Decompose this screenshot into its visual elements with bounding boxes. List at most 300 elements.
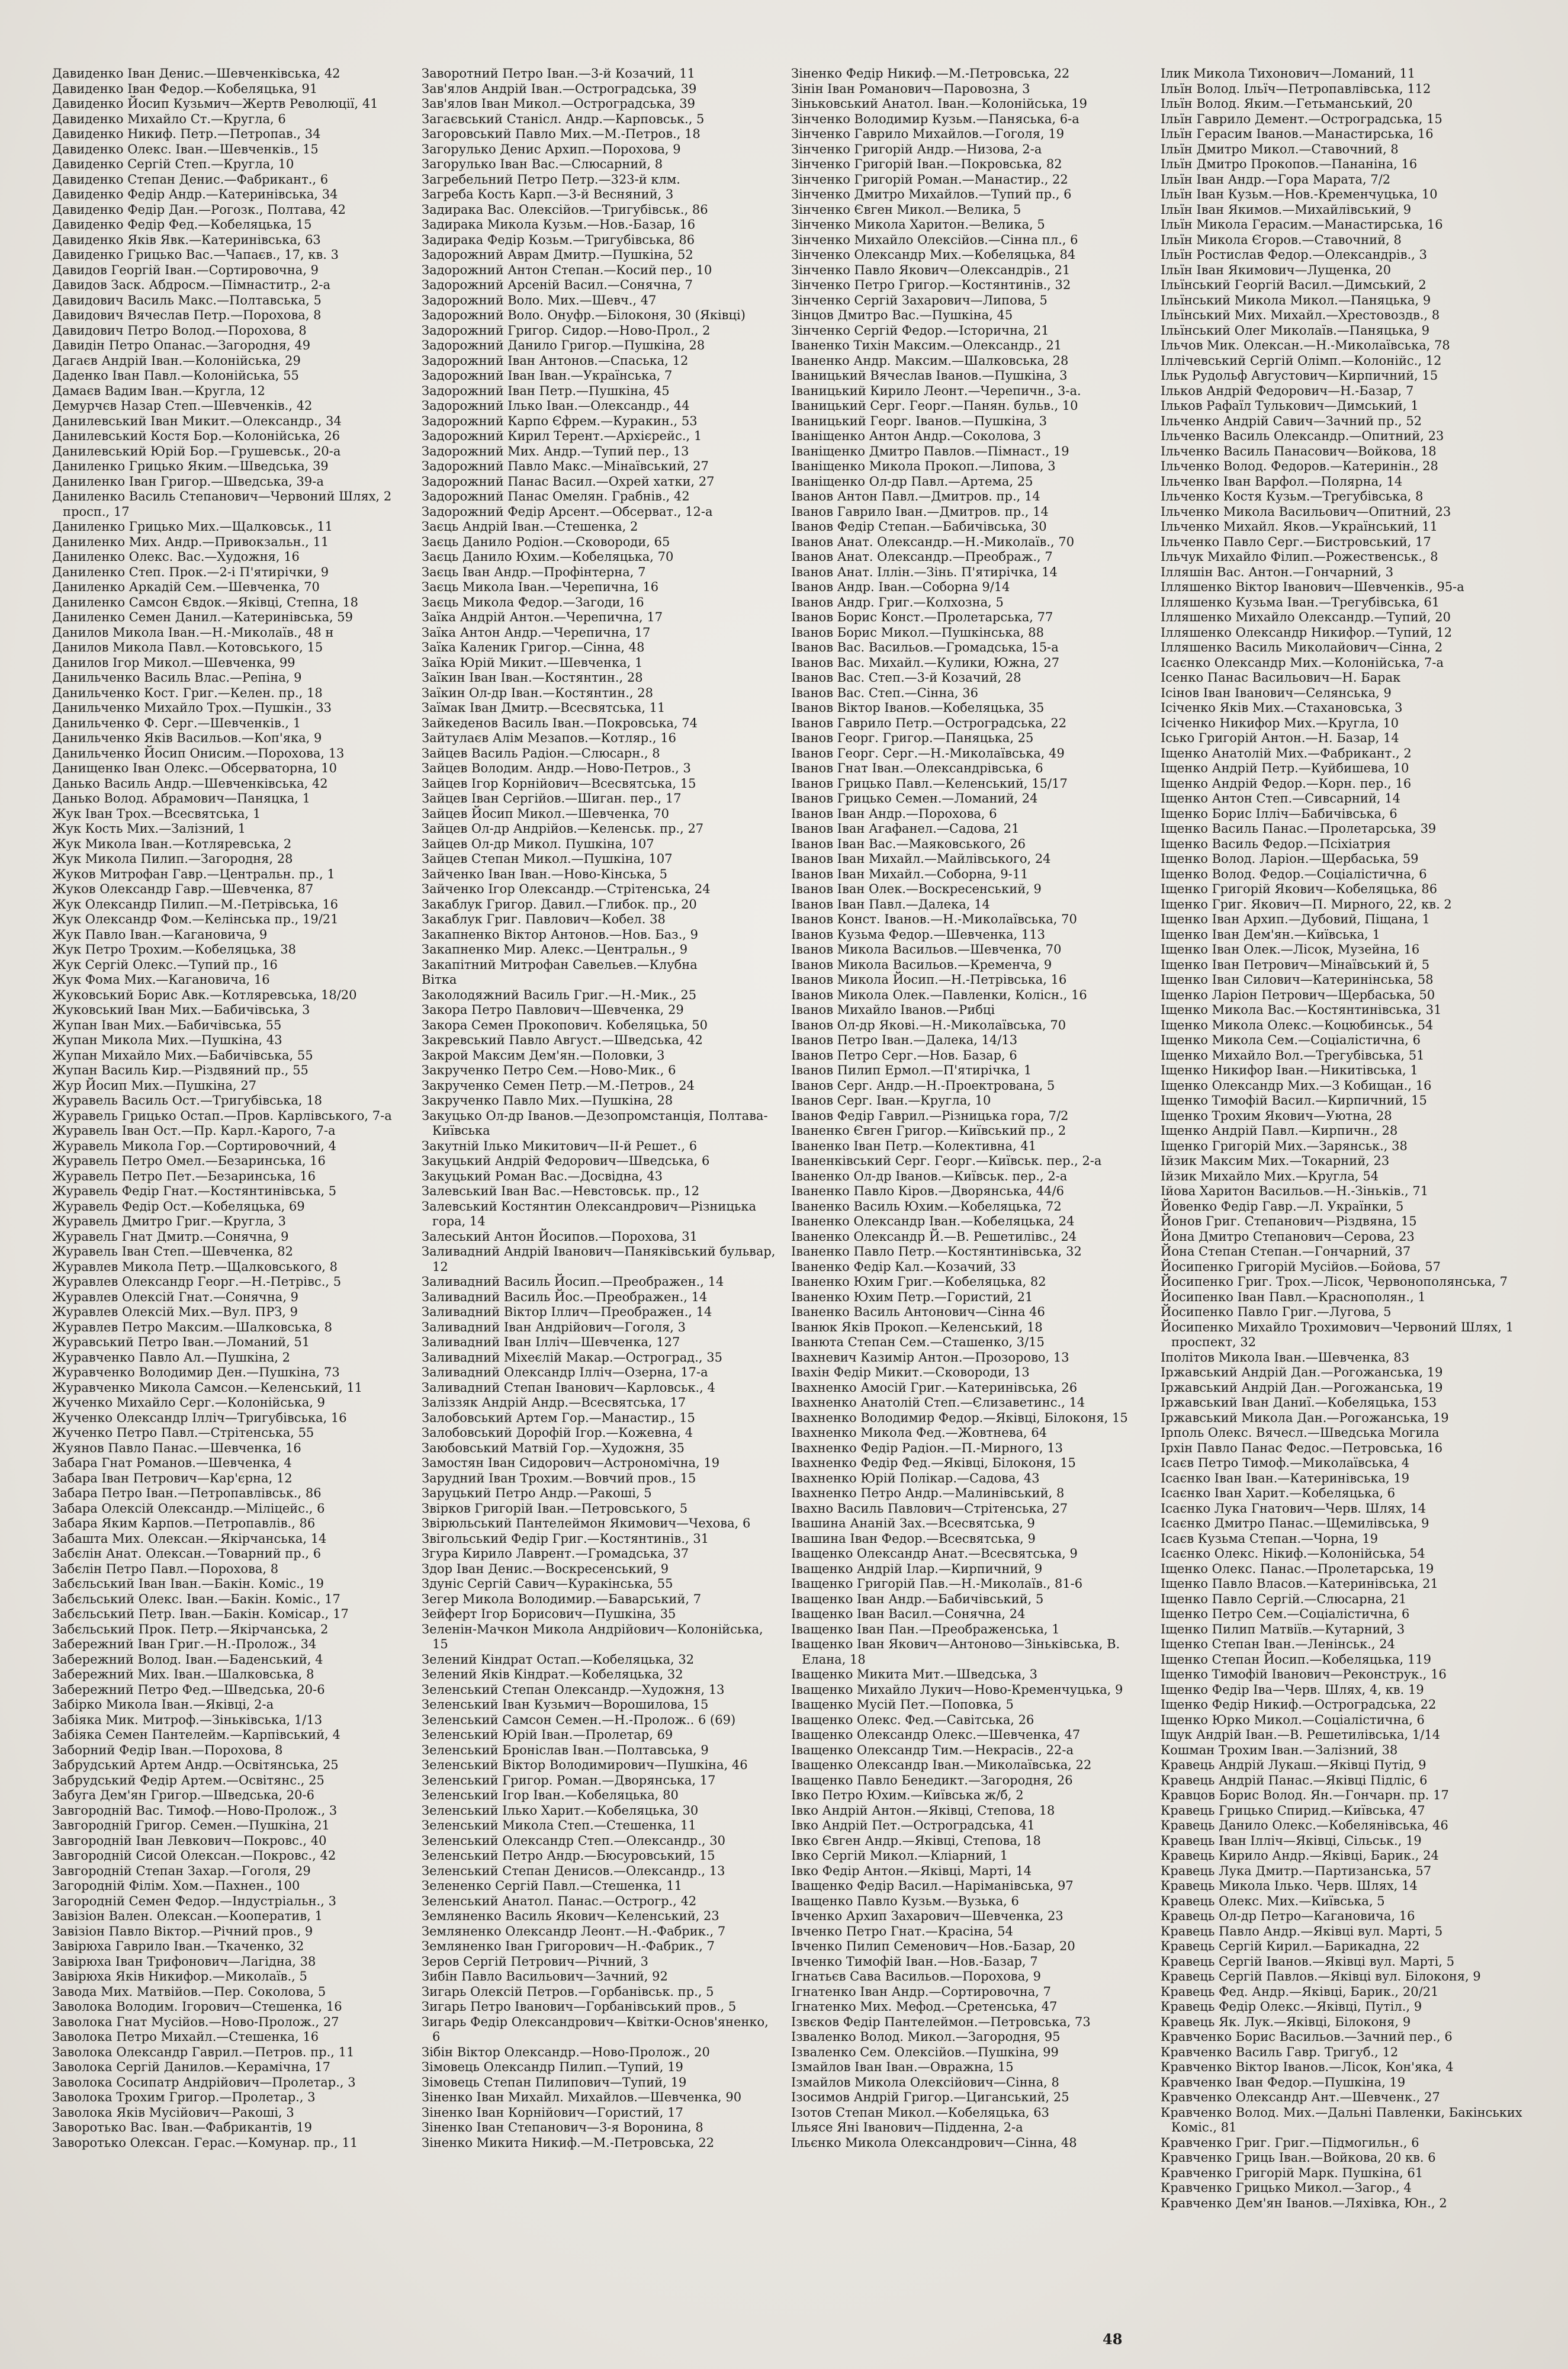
directory-entry: Закрой Максим Дем'ян.—Половки, 3 <box>422 1048 665 1062</box>
directory-entry: Данильченко Йосип Онисим.—Порохова, 13 <box>52 746 345 760</box>
directory-entry: Йовенко Федір Гавр.—Л. Українки, 5 <box>1161 1199 1404 1214</box>
directory-entry: Задирака Вас. Олексійов.—Тригубівськ., 86 <box>422 202 708 217</box>
directory-entry: Йосипенко Іван Павл.—Краснополян., 1 <box>1161 1289 1426 1304</box>
directory-entry: Кравченко Василь Гавр. Тригуб., 12 <box>1161 2044 1399 2059</box>
directory-entry: Кравець Фед. Андр.—Яківці, Барик., 20/21 <box>1161 1984 1439 1999</box>
directory-entry: Іполітов Микола Іван.—Шевченка, 83 <box>1161 1350 1410 1365</box>
directory-entry: Даниленко Аркадій Сем.—Шевченка, 70 <box>52 580 320 594</box>
directory-entry: Іщенко Антон Степ.—Сивсарний, 14 <box>1161 791 1400 805</box>
directory-entry: Зінченко Михайло Олексійов.—Сінна пл., 6 <box>791 232 1078 247</box>
directory-entry: Журавлев Олексій Гнат.—Сонячна, 9 <box>52 1289 299 1304</box>
directory-entry: Зеров Сергій Петрович—Річний, 3 <box>422 1954 649 1969</box>
directory-entry: Іващенко Мусій Пет.—Поповка, 5 <box>791 1697 1014 1712</box>
directory-entry: Івашина Іван Федор.—Всесвятська, 9 <box>791 1531 1036 1546</box>
directory-entry: Ізмайлов Іван Іван.—Овражна, 15 <box>791 2060 1014 2074</box>
directory-entry: Ілляшенко Кузьма Іван.—Трегубівська, 61 <box>1161 595 1440 609</box>
directory-entry: Іваніщенко Ол-др Павл.—Артема, 25 <box>791 474 1033 489</box>
directory-entry: Іванов Вас. Степ.—Сінна, 36 <box>791 685 978 700</box>
directory-entry: Зінченко Олександр Мих.—Кобеляцька, 84 <box>791 248 1076 262</box>
directory-entry: Іваненко Євген Григор.—Київський пр., 2 <box>791 1123 1066 1138</box>
directory-entry: Ісаєнко Олександр Мих.—Колонійська, 7-а <box>1161 655 1444 670</box>
directory-entry: Іванов Микола Васильов.—Шевченка, 70 <box>791 942 1062 956</box>
directory-entry: Зінченко Петро Григор.—Костянтинів., 32 <box>791 278 1071 292</box>
directory-entry: Ільїн Герасим Іванов.—Манастирська, 16 <box>1161 127 1434 141</box>
directory-entry: Ільїн Іван Якимов.—Михайлівський, 9 <box>1161 202 1412 217</box>
directory-entry: Кравець Олекс. Мих.—Київська, 5 <box>1161 1893 1385 1908</box>
directory-entry: Іванов Борис Микол.—Пушкінська, 88 <box>791 625 1044 640</box>
directory-entry: Кравець Федір Олекс.—Яківці, Путіл., 9 <box>1161 1999 1422 2014</box>
directory-entry: Забара Олексій Олександр.—Міліцейс., 6 <box>52 1501 325 1516</box>
directory-entry: Іванов Борис Конст.—Пролетарська, 77 <box>791 610 1053 624</box>
directory-entry: Іщенко Степан Іван.—Ленінськ., 24 <box>1161 1637 1396 1651</box>
directory-entry: Іващенко Іван Васил.—Сонячна, 24 <box>791 1607 1026 1621</box>
directory-entry: Іванов Гнат Іван.—Олександрівська, 6 <box>791 761 1043 775</box>
directory-entry: Іванов Пилип Ермол.—П'ятирічка, 1 <box>791 1063 1032 1077</box>
directory-entry: Звірюльський Пантелеймон Якимович—Чехова, 6 <box>422 1516 751 1530</box>
directory-entry: Закапітний Митрофан Савельев.—Клубна <box>422 957 698 972</box>
directory-entry: Івахненко Володимир Федор.—Яківці, Білоконя, 15 <box>791 1410 1128 1425</box>
directory-entry: Жук Микола Іван.—Котляревська, 2 <box>52 836 292 851</box>
directory-entry: Забережний Іван Григ.—Н.-Пролож., 34 <box>52 1637 317 1651</box>
directory-entry: Задорожний Арсеній Васил.—Сонячна, 7 <box>422 278 693 292</box>
directory-entry: Заливадний Андрій Іванович—Паняківський бульвар, 12 <box>422 1244 776 1274</box>
directory-entry: Кравченко Грицько Микол.—Загор., 4 <box>1161 2181 1412 2195</box>
directory-entry: Данищенко Іван Олекс.—Обсерваторна, 10 <box>52 761 337 775</box>
directory-entry: Забрудський Артем Андр.—Освітянська, 25 <box>52 1758 339 1772</box>
directory-entry: Зіненко Іван Корнійович—Гористий, 17 <box>422 2105 683 2120</box>
directory-entry: Завгородній Степан Захар.—Гоголя, 29 <box>52 1863 311 1878</box>
directory-entry: Зінченко Сергій Федор.—Історична, 21 <box>791 323 1049 338</box>
directory-entry: Жуянов Павло Панас.—Шевченка, 16 <box>52 1440 301 1455</box>
directory-entry: Ійзик Максим Мих.—Токарний, 23 <box>1161 1154 1390 1168</box>
directory-entry: Зеленський Ілько Харит.—Кобеляцька, 30 <box>422 1803 699 1818</box>
directory-entry: Йосипенко Григ. Трох.—Лісок, Червонополянська, 7 <box>1161 1275 1508 1289</box>
directory-entry: Даниленко Самсон Євдок.—Яківці, Степна, 18 <box>52 595 358 609</box>
directory-entry: Зінченко Григорій Роман.—Манастир., 22 <box>791 172 1068 187</box>
directory-entry: Задорожний Панас Омелян. Грабнів., 42 <box>422 489 690 503</box>
directory-entry: Задорожний Григор. Сидор.—Ново-Прол., 2 <box>422 323 711 338</box>
directory-entry: Заволока Трохим Григор.—Пролетар., 3 <box>52 2090 316 2104</box>
directory-entry: Закрученко Семен Петр.—М.-Петров., 24 <box>422 1078 695 1093</box>
directory-entry: Заїмак Іван Дмитр.—Всесвятська, 11 <box>422 701 666 715</box>
directory-entry: Завірюха Іван Трифонович—Лагідна, 38 <box>52 1954 316 1969</box>
directory-entry: Іваненко Юхим Петр.—Гористий, 21 <box>791 1289 1033 1304</box>
directory-entry: Кравець Сергій Павлов.—Яківці вул. Білоконя, 9 <box>1161 1969 1481 1983</box>
directory-entry: Журавлев Олексій Мих.—Вул. ПРЗ, 9 <box>52 1305 298 1319</box>
directory-entry: Жук Сергій Олекс.—Тупий пр., 16 <box>52 957 278 972</box>
directory-entry: Заєць Іван Андр.—Профінтерна, 7 <box>422 564 646 579</box>
directory-entry: Івахно Василь Павлович—Стрітенська, 27 <box>791 1501 1068 1516</box>
directory-entry: Зінченко Дмитро Михайлов.—Тупий пр., 6 <box>791 187 1072 201</box>
directory-entry: Кравець Ол-др Петро—Кагановича, 16 <box>1161 1909 1415 1923</box>
directory-entry: Іваницький Серг. Георг.—Панян. бульв., 10 <box>791 399 1078 413</box>
directory-entry: Івахненко Анатолій Степ.—Єлизаветинс., 14 <box>791 1395 1085 1410</box>
directory-entry: Кравець Данило Олекс.—Кобелянівська, 46 <box>1161 1818 1448 1832</box>
directory-entry: Іщенко Павло Сергій.—Слюсарна, 21 <box>1161 1591 1407 1606</box>
directory-entry: Зелений Кіндрат Остап.—Кобеляцька, 32 <box>422 1652 695 1667</box>
directory-entry: Ісько Григорій Антон.—Н. Базар, 14 <box>1161 731 1399 745</box>
directory-entry: Зеленський Іван Кузьмич—Ворошилова, 15 <box>422 1697 709 1712</box>
directory-entry: Іщенко Трохим Якович—Уютна, 28 <box>1161 1108 1392 1123</box>
directory-entry: Іщенко Василь Панас.—Пролетарська, 39 <box>1161 821 1437 836</box>
directory-entry: Земляненко Василь Якович—Келенський, 23 <box>422 1909 719 1923</box>
directory-entry: Йосипенко Павло Григ.—Лугова, 5 <box>1161 1305 1392 1319</box>
directory-entry: Зімовець Олександр Пилип.—Тупий, 19 <box>422 2060 683 2074</box>
directory-entry: Заєць Данило Родіон.—Сковороди, 65 <box>422 534 670 549</box>
directory-entry: Кравченко Волод. Мих.—Дальні Павленки, Бакінських Коміс., 81 <box>1161 2105 1522 2134</box>
directory-entry: Забара Яким Карпов.—Петропавлів., 86 <box>52 1516 316 1530</box>
directory-entry: Іванов Гаврило Іван.—Дмитров. пр., 14 <box>791 504 1049 519</box>
directory-entry: Іваніщенко Антон Андр.—Соколова, 3 <box>791 429 1042 443</box>
directory-entry: Заїка Юрій Микит.—Шевченка, 1 <box>422 655 643 670</box>
directory-entry: Задорожний Іван Антонов.—Спаська, 12 <box>422 353 689 368</box>
directory-entry: Кравець Грицько Спирид.—Київська, 47 <box>1161 1803 1425 1818</box>
directory-entry: Ільїн Волод. Ільїч—Петропавлівська, 112 <box>1161 81 1431 96</box>
directory-entry: Закуцько Ол-др Іванов.—Дезопромстанція, Полтава-Київська <box>422 1108 768 1138</box>
directory-entry: Іщенко Олекс. Панас.—Пролетарська, 19 <box>1161 1561 1434 1576</box>
directory-entry: Іщенко Микола Олекс.—Коцюбинськ., 54 <box>1161 1017 1434 1032</box>
directory-entry: Іщенко Никифор Іван.—Никитівська, 1 <box>1161 1063 1418 1077</box>
directory-entry: Ільїнський Георгій Васил.—Димський, 2 <box>1161 278 1426 292</box>
directory-entry: Зеленський Степан Денисов.—Олександр., 13 <box>422 1863 725 1878</box>
directory-entry: Давидін Петро Опанас.—Загородня, 49 <box>52 338 311 352</box>
directory-entry: Ільїн Гаврило Демент.—Остроградська, 15 <box>1161 111 1442 126</box>
directory-entry: Ільїн Микола Єгоров.—Ставочний, 8 <box>1161 232 1402 247</box>
directory-entry: Кравець Сергій Іванов.—Яківці вул. Марті, 5 <box>1161 1954 1455 1969</box>
directory-entry: Кравець Лука Дмитр.—Партизанська, 57 <box>1161 1863 1432 1878</box>
directory-entry: Ільченко Василь Панасович—Войкова, 18 <box>1161 444 1437 458</box>
directory-entry: Іващенко Михайло Лукич—Ново-Кременчуцька, 9 <box>791 1682 1123 1697</box>
directory-entry: Заїка Андрій Антон.—Черепична, 17 <box>422 610 663 624</box>
directory-entry: Заливадний Міхеєлій Макар.—Остроград., 35 <box>422 1350 722 1365</box>
directory-entry: Ільїнський Микола Микол.—Паняцька, 9 <box>1161 293 1431 307</box>
directory-entry: Задорожний Ілько Іван.—Олександр., 44 <box>422 399 690 413</box>
directory-entry: Івахненко Микола Фед.—Жовтнева, 64 <box>791 1426 1048 1440</box>
directory-entry: Завізіон Павло Віктор.—Річний пров., 9 <box>52 1924 313 1938</box>
directory-entry: Ілляшін Вас. Антон.—Гончарний, 3 <box>1161 564 1394 579</box>
directory-entry: Зеленський Микола Степ.—Стешенка, 11 <box>422 1818 696 1832</box>
directory-entry: Кравченко Гриць Іван.—Войкова, 20 кв. 6 <box>1161 2150 1436 2165</box>
directory-entry: Іванов Георг. Григор.—Паняцька, 25 <box>791 731 1034 745</box>
directory-entry: Задорожний Панас Васил.—Охрей хатки, 27 <box>422 474 715 489</box>
directory-entry: Ільк Рудольф Августович—Кирпичний, 15 <box>1161 368 1438 383</box>
directory-entry: Заливадний Віктор Іллич—Преображен., 14 <box>422 1305 712 1319</box>
directory-entry: Ісаєв Петро Тимоф.—Миколаївська, 4 <box>1161 1456 1410 1470</box>
directory-entry: Задорожний Кирил Терент.—Архієрейс., 1 <box>422 429 702 443</box>
directory-entry: Ігнатенко Іван Андр.—Сортировочна, 7 <box>791 1984 1051 1999</box>
directory-entry: Кравченко Борис Васильов.—Зачний пер., 6 <box>1161 2030 1453 2044</box>
directory-entry: Звірков Григорій Іван.—Петровського, 5 <box>422 1501 688 1516</box>
directory-entry: Івахін Федір Микит.—Сковороди, 13 <box>791 1365 1030 1379</box>
directory-entry: Івахненко Федір Радіон.—П.-Мирного, 13 <box>791 1440 1063 1455</box>
directory-entry: Задорожний Павло Макс.—Мінаївський, 27 <box>422 459 709 473</box>
directory-entry: Зеленський Анатол. Панас.—Острогр., 42 <box>422 1893 697 1908</box>
directory-entry: Іваніщенко Дмитро Павлов.—Пімнаст., 19 <box>791 444 1069 458</box>
directory-entry: Зеленський Броніслав Іван.—Полтавська, 9 <box>422 1742 709 1757</box>
directory-entry: Іванов Андр. Іван.—Соборна 9/14 <box>791 580 1010 594</box>
directory-entry: Жук Микола Пилип.—Загородня, 28 <box>52 852 293 866</box>
directory-entry: Здуніс Сергій Савич—Куракінська, 55 <box>422 1577 673 1591</box>
directory-entry: Ісаєв Кузьма Степан.—Чорна, 19 <box>1161 1531 1379 1546</box>
directory-entry: Зеленський Ігор Іван.—Кобеляцька, 80 <box>422 1788 679 1802</box>
directory-entry: Даниленко Грицько Мих.—Щалковськ., 11 <box>52 519 333 534</box>
directory-entry: Задорожний Федір Арсент.—Обсерват., 12-а <box>422 504 713 519</box>
directory-entry: Іщенко Борис Ілліч—Бабичівська, 6 <box>1161 806 1397 821</box>
directory-entry: Йона Дмитро Степанович—Серова, 23 <box>1161 1229 1415 1244</box>
directory-entry: Ісінов Іван Іванович—Селянська, 9 <box>1161 685 1392 700</box>
directory-entry: Ілляшенко Віктор Іванович—Шевченків., 95-а <box>1161 580 1464 594</box>
directory-entry: Ізваленко Волод. Микол.—Загородня, 95 <box>791 2030 1061 2044</box>
directory-entry: Зайцев Володим. Андр.—Ново-Петров., 3 <box>422 761 691 775</box>
directory-entry: Закора Семен Прокопович. Кобеляцька, 50 <box>422 1017 708 1032</box>
directory-entry: Іващенко Олекс. Фед.—Савітська, 26 <box>791 1712 1034 1727</box>
directory-entry: Іванов Віктор Іванов.—Кобеляцька, 35 <box>791 701 1045 715</box>
directory-entry: Журавський Петро Іван.—Ломаний, 51 <box>52 1335 310 1349</box>
directory-entry: Зеленський Віктор Володимирович—Пушкіна, 46 <box>422 1758 748 1772</box>
directory-entry: Данильченко Михайло Трох.—Пушкін., 33 <box>52 701 332 715</box>
directory-entry: Залевський Костянтин Олександрович—Різницька гора, 14 <box>422 1199 756 1228</box>
directory-entry: Завгородній Іван Левкович—Покровс., 40 <box>52 1833 327 1848</box>
directory-entry: Кравченко Віктор Іванов.—Лісок, Кон'яка, 4 <box>1161 2060 1454 2074</box>
directory-entry: Кравець Іван Ілліч—Яківці, Сільськ., 19 <box>1161 1833 1422 1848</box>
directory-entry: Загорулько Іван Вас.—Слюсарний, 8 <box>422 157 663 171</box>
directory-entry: Заїкин Ол-др Іван.—Костянтин., 28 <box>422 685 654 700</box>
directory-entry: Журавлев Петро Максим.—Шалковська, 8 <box>52 1320 333 1334</box>
directory-entry: Задорожний Іван Іван.—Українська, 7 <box>422 368 673 383</box>
directory-entry: Жупан Михайло Мих.—Бабичівська, 55 <box>52 1048 313 1062</box>
directory-entry: Іщенко Іван Дем'ян.—Київська, 1 <box>1161 927 1380 942</box>
directory-entry: Зеленський Степан Олександр.—Художня, 13 <box>422 1682 725 1697</box>
directory-entry: Іллічевський Сергій Олімп.—Колонійс., 12 <box>1161 353 1442 368</box>
directory-entry: Давидов Заск. Абдросм.—Пімнаститр., 2-а <box>52 278 330 292</box>
directory-entry: Заєць Данило Юхим.—Кобеляцька, 70 <box>422 550 674 564</box>
directory-entry: Журавель Дмитро Григ.—Кругла, 3 <box>52 1214 287 1228</box>
directory-entry: Заворотний Петро Іван.—3-й Козачий, 11 <box>422 66 695 81</box>
directory-entry: Зінченко Павло Якович—Олександрів., 21 <box>791 262 1071 277</box>
directory-entry: Іщенко Олександр Мих.—3 Кобищан., 16 <box>1161 1078 1432 1093</box>
directory-entry: Ійова Харитон Васильов.—Н.-Зіньків., 71 <box>1161 1184 1429 1198</box>
directory-entry: Заливадний Василь Йос.—Преображен., 14 <box>422 1289 708 1304</box>
directory-entry: Ігнатьєв Сава Васильов.—Порохова, 9 <box>791 1969 1041 1983</box>
directory-entry: Іваненко Тихін Максим.—Олександр., 21 <box>791 338 1062 352</box>
directory-entry: Забережний Мих. Іван.—Шалковська, 8 <box>52 1667 314 1681</box>
directory-entry: Забірко Микола Іван.—Яківці, 2-а <box>52 1697 274 1712</box>
directory-entry: Зеленський Юрій Іван.—Пролетар, 69 <box>422 1728 673 1742</box>
directory-entry: Зайцев Ігор Корнійович—Всесвятська, 15 <box>422 776 696 791</box>
directory-entry: Давиденко Грицько Вас.—Чапаєв., 17, кв. 3 <box>52 248 339 262</box>
directory-entry: Загородній Семен Федор.—Індустріальн., 3 <box>52 1893 336 1908</box>
directory-entry: Зінченко Гаврило Михайлов.—Гоголя, 19 <box>791 127 1065 141</box>
directory-entry: Іщенко Іван Петрович—Мінаївський й, 5 <box>1161 957 1430 972</box>
directory-entry: Зайцев Василь Радіон.—Слюсарн., 8 <box>422 746 660 760</box>
directory-entry: Ільїн Дмитро Микол.—Ставочний, 8 <box>1161 142 1399 156</box>
directory-entry: Зінцов Дмитро Вас.—Пушкіна, 45 <box>791 308 1013 322</box>
directory-entry: Іванов Серг. Андр.—Н.-Проектрована, 5 <box>791 1078 1055 1093</box>
directory-entry: Іванов Вас. Васильов.—Громадська, 15-а <box>791 640 1059 654</box>
directory-entry: Зайцев Йосип Микол.—Шевченка, 70 <box>422 806 669 821</box>
directory-entry: Зібін Віктор Олександр.—Ново-Пролож., 20 <box>422 2044 710 2059</box>
directory-entry: Ільченко Волод. Федоров.—Катеринін., 28 <box>1161 459 1438 473</box>
directory-entry: Заїка Каленик Григор.—Сінна, 48 <box>422 640 645 654</box>
directory-entry: Закаблук Григор. Давил.—Глибок. пр., 20 <box>422 897 697 911</box>
directory-entry: Ільїн Ростислав Федор.—Олександрів., 3 <box>1161 248 1427 262</box>
directory-entry: Іщенко Микола Сем.—Соціалістична, 6 <box>1161 1033 1421 1047</box>
directory-entry: Зав'ялов Андрій Іван.—Остроградська, 39 <box>422 81 697 96</box>
directory-entry: Журавченко Микола Самсон.—Келенський, 11 <box>52 1380 363 1395</box>
directory-entry: Давиденко Степан Денис.—Фабрикант., 6 <box>52 172 329 187</box>
directory-entry: Іванов Грицько Павл.—Келенський, 15/17 <box>791 776 1068 791</box>
directory-entry: Заєць Андрій Іван.—Стешенка, 2 <box>422 519 638 534</box>
directory-entry: Ільченко Андрій Савич—Зачний пр., 52 <box>1161 413 1422 428</box>
directory-entry: Іванов Вас. Степ.—3-й Козачий, 28 <box>791 670 1021 685</box>
directory-entry: Зибін Павло Васильович—Зачний, 92 <box>422 1969 668 1983</box>
directory-entry: Данько Василь Андр.—Шевченківська, 42 <box>52 776 328 791</box>
directory-entry: Івко Андрій Антон.—Яківці, Степова, 18 <box>791 1803 1055 1818</box>
directory-entry: Іващенко Олександр Тим.—Некрасів., 22-а <box>791 1742 1074 1757</box>
directory-entry: Кравченко Олександр Ант.—Шевченк., 27 <box>1161 2090 1440 2104</box>
directory-entry: Жученко Петро Павл.—Стрітенська, 55 <box>52 1426 314 1440</box>
directory-column-1 <box>52 66 407 2150</box>
directory-entry: Іванов Антон Павл.—Дмитров. пр., 14 <box>791 489 1040 503</box>
directory-entry: Давиденко Федір Фед.—Кобеляцька, 15 <box>52 217 312 232</box>
directory-entry: Ісаєнко Олекс. Нікиф.—Колонійська, 54 <box>1161 1546 1425 1561</box>
directory-entry: Івко Петро Юхим.—Київська ж/б, 2 <box>791 1788 1024 1802</box>
directory-entry: Іващенко Олександр Олекс.—Шевченка, 47 <box>791 1728 1081 1742</box>
directory-entry: Жук Іван Трох.—Всесвятська, 1 <box>52 806 261 821</box>
directory-entry: Даниленко Грицько Яким.—Шведська, 39 <box>52 459 329 473</box>
directory-entry: Давиденко Яків Явк.—Катеринівська, 63 <box>52 232 321 247</box>
directory-entry: Кравець Сергій Кирил.—Барикадна, 22 <box>1161 1939 1420 1953</box>
directory-entry: Заєць Микола Федор.—Загоди, 16 <box>422 595 644 609</box>
directory-entry: Ісаєнко Лука Гнатович—Черв. Шлях, 14 <box>1161 1501 1426 1516</box>
directory-entry: Жур Йосип Мих.—Пушкіна, 27 <box>52 1078 257 1093</box>
directory-entry: Іващенко Олександр Анат.—Всесвятська, 9 <box>791 1546 1078 1561</box>
directory-entry: Іванов Анат. Олександр.—Преображ., 7 <box>791 550 1053 564</box>
directory-entry: Закуцький Андрій Федорович—Шведська, 6 <box>422 1154 710 1168</box>
directory-entry: Зіньковський Анатол. Іван.—Колонійська, 19 <box>791 97 1087 111</box>
directory-entry: Жук Петро Трохим.—Кобеляцька, 38 <box>52 942 297 956</box>
directory-entry: Забєлін Петро Павл.—Порохова, 8 <box>52 1561 279 1576</box>
directory-entry: Іващенко Іван Пан.—Преображенська, 1 <box>791 1622 1060 1636</box>
directory-entry: Забара Гнат Романов.—Шевченка, 4 <box>52 1456 292 1470</box>
directory-entry: Задирака Микола Кузьм.—Нов.-Базар, 16 <box>422 217 696 232</box>
directory-entry: Закуцький Роман Вас.—Досвідна, 43 <box>422 1169 663 1183</box>
directory-entry: Заліззяк Андрій Андр.—Всесвятська, 17 <box>422 1395 686 1410</box>
directory-entry: Зеленський Самсон Семен.—Н.-Пролож.. 6 (69) <box>422 1712 736 1727</box>
directory-entry: Ісаєнко Іван Іван.—Катеринівська, 19 <box>1161 1471 1410 1485</box>
directory-entry: Зайченко Іван Іван.—Ново-Кінська, 5 <box>422 866 668 881</box>
directory-entry: Іщенко Григ. Якович—П. Мирного, 22, кв. 2 <box>1161 897 1452 911</box>
directory-entry: Данилов Ігор Микол.—Шевченка, 99 <box>52 655 295 670</box>
directory-entry: Демурчєв Назар Степ.—Шевченків., 42 <box>52 399 313 413</box>
directory-entry: Зайкеденов Василь Іван.—Покровська, 74 <box>422 715 698 730</box>
directory-entry: Іщенко Андрій Павл.—Кирпичн., 28 <box>1161 1123 1398 1138</box>
directory-entry: Заворотько Олексан. Герас.—Комунар. пр., 11 <box>52 2135 358 2150</box>
directory-entry: Залевський Іван Вас.—Невстовськ. пр., 12 <box>422 1184 700 1198</box>
directory-entry: Іванов Іван Павл.—Далека, 14 <box>791 897 990 911</box>
directory-entry: Кравець Микола Ілько. Черв. Шлях, 14 <box>1161 1879 1418 1893</box>
directory-entry: Ільїнський Олег Миколаїв.—Паняцька, 9 <box>1161 323 1430 338</box>
directory-entry: Данилевський Костя Бор.—Колонійська, 26 <box>52 429 340 443</box>
directory-entry: Іващенко Андрій Ілар.—Кирпичний, 9 <box>791 1561 1043 1576</box>
directory-entry: Закапненко Віктор Антонов.—Нов. Баз., 9 <box>422 927 698 942</box>
directory-entry: Закрученко Петро Сем.—Ново-Мик., 6 <box>422 1063 676 1077</box>
directory-entry: Іванов Іван Михайл.—Соборна, 9-11 <box>791 866 1029 881</box>
directory-entry: Ільїн Волод. Яким.—Гетьманський, 20 <box>1161 97 1413 111</box>
directory-entry: Йосипенко Михайло Трохимович—Червоний Шлях, 1 проспект, 32 <box>1161 1320 1514 1349</box>
directory-entry: Загородній Філім. Хом.—Пахнен., 100 <box>52 1879 300 1893</box>
directory-entry: Івко Андрій Пет.—Остроградська, 41 <box>791 1818 1035 1832</box>
directory-entry: Ільков Андрій Федорович—Н.-Базар, 7 <box>1161 383 1414 398</box>
directory-entry: Ілляшенко Михайло Олександр.—Тупий, 20 <box>1161 610 1451 624</box>
directory-entry: Кравцов Борис Волод. Ян.—Гончарн. пр. 17 <box>1161 1788 1449 1802</box>
directory-entry: Івахненко Юрій Полікар.—Садова, 43 <box>791 1471 1040 1485</box>
directory-entry: Іващенко Іван Андр.—Бабичівський, 5 <box>791 1591 1044 1606</box>
directory-entry: Жупан Василь Кир.—Різдвяний пр., 55 <box>52 1063 309 1077</box>
directory-entry: Ільченко Микола Васильович—Опитний, 23 <box>1161 504 1451 519</box>
directory-entry: Іванов Кузьма Федор.—Шевченка, 113 <box>791 927 1045 942</box>
directory-entry: Жук Фома Мих.—Кагановича, 16 <box>52 972 270 987</box>
directory-entry: Ілляшенко Олександр Никифор.—Тупий, 12 <box>1161 625 1453 640</box>
directory-entry: Іваненко Олександр Й.—В. Решетилівс., 24 <box>791 1229 1077 1244</box>
directory-entry: Жук Олександр Фом.—Келінська пр., 19/21 <box>52 912 339 926</box>
directory-entry: Завгородній Григор. Семен.—Пушкіна, 21 <box>52 1818 330 1832</box>
directory-entry: Іванов Іван Вас.—Маяковського, 26 <box>791 836 1026 851</box>
directory-entry: Ійзик Михайло Мих.—Кругла, 54 <box>1161 1169 1379 1183</box>
directory-entry: Зеленський Петро Андр.—Бюсуровський, 15 <box>422 1848 715 1863</box>
directory-entry: Іваненківський Серг. Георг.—Київськ. пер., 2-а <box>791 1154 1102 1168</box>
directory-entry: Журавченко Володимир Ден.—Пушкіна, 73 <box>52 1365 340 1379</box>
directory-entry: Іваніщенко Микола Прокоп.—Липова, 3 <box>791 459 1056 473</box>
directory-entry: Забрудський Федір Артем.—Освітянс., 25 <box>52 1773 324 1787</box>
directory-entry: Іваницький Вячеслав Іванов.—Пушкіна, 3 <box>791 368 1068 383</box>
directory-entry: Іванов Іван Михайл.—Майлівського, 24 <box>791 852 1051 866</box>
directory-entry: Заєць Микола Іван.—Черепична, 16 <box>422 580 659 594</box>
directory-entry: Іванов Серг. Іван.—Кругла, 10 <box>791 1093 991 1108</box>
directory-entry: Івченко Петро Гнат.—Красіна, 54 <box>791 1924 1013 1938</box>
directory-entry: Завірюха Яків Никифор.—Миколаїв., 5 <box>52 1969 307 1983</box>
directory-entry: Задорожний Іван Петр.—Пушкіна, 45 <box>422 383 670 398</box>
directory-entry: Закутній Ілько Микитович—ІІ-й Решет., 6 <box>422 1138 698 1153</box>
directory-entry: Ісаєнко Дмитро Панас.—Щемилівська, 9 <box>1161 1516 1429 1530</box>
directory-entry: Данильченко Кост. Григ.—Келен. пр., 18 <box>52 685 323 700</box>
directory-entry: Залобовський Дорофій Ігор.—Кожевна, 4 <box>422 1426 693 1440</box>
directory-entry: Івко Євген Андр.—Яківці, Степова, 18 <box>791 1833 1041 1848</box>
directory-entry: Зінченко Григорій Іван.—Покровська, 82 <box>791 157 1062 171</box>
directory-entry: Загоровський Павло Мих.—М.-Петров., 18 <box>422 127 701 141</box>
directory-entry: Йосипенко Григорій Мусійов.—Бойова, 57 <box>1161 1259 1441 1274</box>
directory-entry: Кравець Як. Лук.—Яківці, Білоконя, 9 <box>1161 2014 1411 2029</box>
directory-entry: Заволока Володим. Ігорович—Стешенка, 16 <box>52 1999 342 2014</box>
directory-entry: Іващенко Іван Якович—Антоново—Зіньківська, В. Елана, 18 <box>791 1637 1120 1667</box>
directory-entry: Забережний Волод. Іван.—Баденський, 4 <box>52 1652 323 1667</box>
directory-entry: Завгородній Сисой Олексан.—Покровс., 42 <box>52 1848 336 1863</box>
directory-entry: Зеленін-Мачкон Микола Андрійович—Колонійська, 15 <box>422 1622 763 1651</box>
directory-entry: Ільїн Іван Андр.—Гора Марата, 7/2 <box>1161 172 1391 187</box>
directory-entry: Кравець Андрій Панас.—Яківці Підліс, 6 <box>1161 1773 1428 1787</box>
directory-entry: Ізвєков Федір Пантелеймон.—Петровська, 73 <box>791 2014 1091 2029</box>
directory-entry: Іващенко Павло Бенедикт.—Загородня, 26 <box>791 1773 1073 1787</box>
directory-entry: Зайцев Ол-др Андрійов.—Келенськ. пр., 27 <box>422 821 704 836</box>
directory-entry: Дамаєв Вадим Іван.—Кругла, 12 <box>52 383 265 398</box>
directory-entry: Забашта Мих. Олексан.—Якірчанська, 14 <box>52 1531 327 1546</box>
directory-entry: Іващенко Григорій Пав.—Н.-Миколаїв., 81-6 <box>791 1577 1083 1591</box>
directory-entry: Іванов Іван Олек.—Воскресенський, 9 <box>791 882 1042 896</box>
directory-entry: Журавель Федір Ост.—Кобеляцька, 69 <box>52 1199 305 1214</box>
directory-entry: Даниленко Олекс. Вас.—Художня, 16 <box>52 550 300 564</box>
directory-entry: Іваненко Павло Кіров.—Дворянська, 44/6 <box>791 1184 1064 1198</box>
directory-entry: Іванов Петро Серг.—Нов. Базар, 6 <box>791 1048 1017 1062</box>
